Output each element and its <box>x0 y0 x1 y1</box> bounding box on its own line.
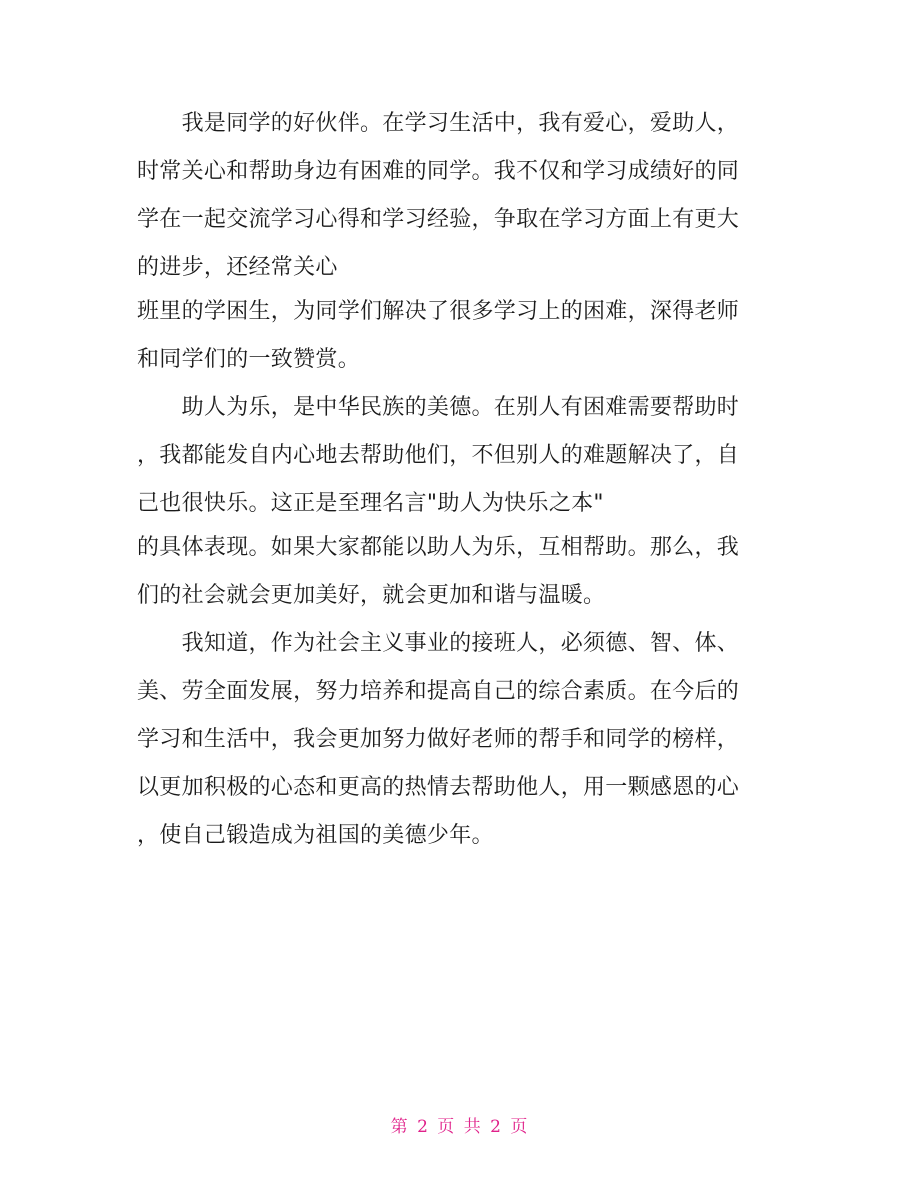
text-line: 己也很快乐。这正是至理名言"助人为快乐之本" <box>137 491 604 516</box>
text-line: ，使自己锻造成为祖国的美德少年。 <box>137 823 494 848</box>
text-line: 班里的学困生，为同学们解决了很多学习上的困难，深得老师 <box>137 299 740 324</box>
text-line: 学习和生活中，我会更加努力做好老师的帮手和同学的榜样， <box>137 727 740 752</box>
text-line: 以更加积极的心态和更高的热情去帮助他人，用一颗感恩的心 <box>137 775 740 800</box>
text-line: 助人为乐，是中华民族的美德。在别人有困难需要帮助时 <box>137 395 740 420</box>
text-line: ，我都能发自内心地去帮助他们，不但别人的难题解决了，自 <box>137 443 740 468</box>
text-line: 美、劳全面发展，努力培养和提高自己的综合素质。在今后的 <box>137 679 740 704</box>
text-line: 的具体表现。如果大家都能以助人为乐，互相帮助。那么，我 <box>137 535 740 560</box>
text-line: 我知道，作为社会主义事业的接班人，必须德、智、体、 <box>137 631 740 656</box>
page-number-footer: 第 2 页 共 2 页 <box>390 1117 530 1137</box>
text-line: 们的社会就会更加美好，就会更加和谐与温暖。 <box>137 583 606 608</box>
text-line: 我是同学的好伙伴。在学习生活中，我有爱心，爱助人， <box>137 111 740 136</box>
text-line: 和同学们的一致赞赏。 <box>137 347 361 372</box>
text-line: 时常关心和帮助身边有困难的同学。我不仅和学习成绩好的同 <box>137 159 740 184</box>
text-line: 学在一起交流学习心得和学习经验，争取在学习方面上有更大 <box>137 207 740 232</box>
text-line: 的进步，还经常关心 <box>137 255 338 280</box>
